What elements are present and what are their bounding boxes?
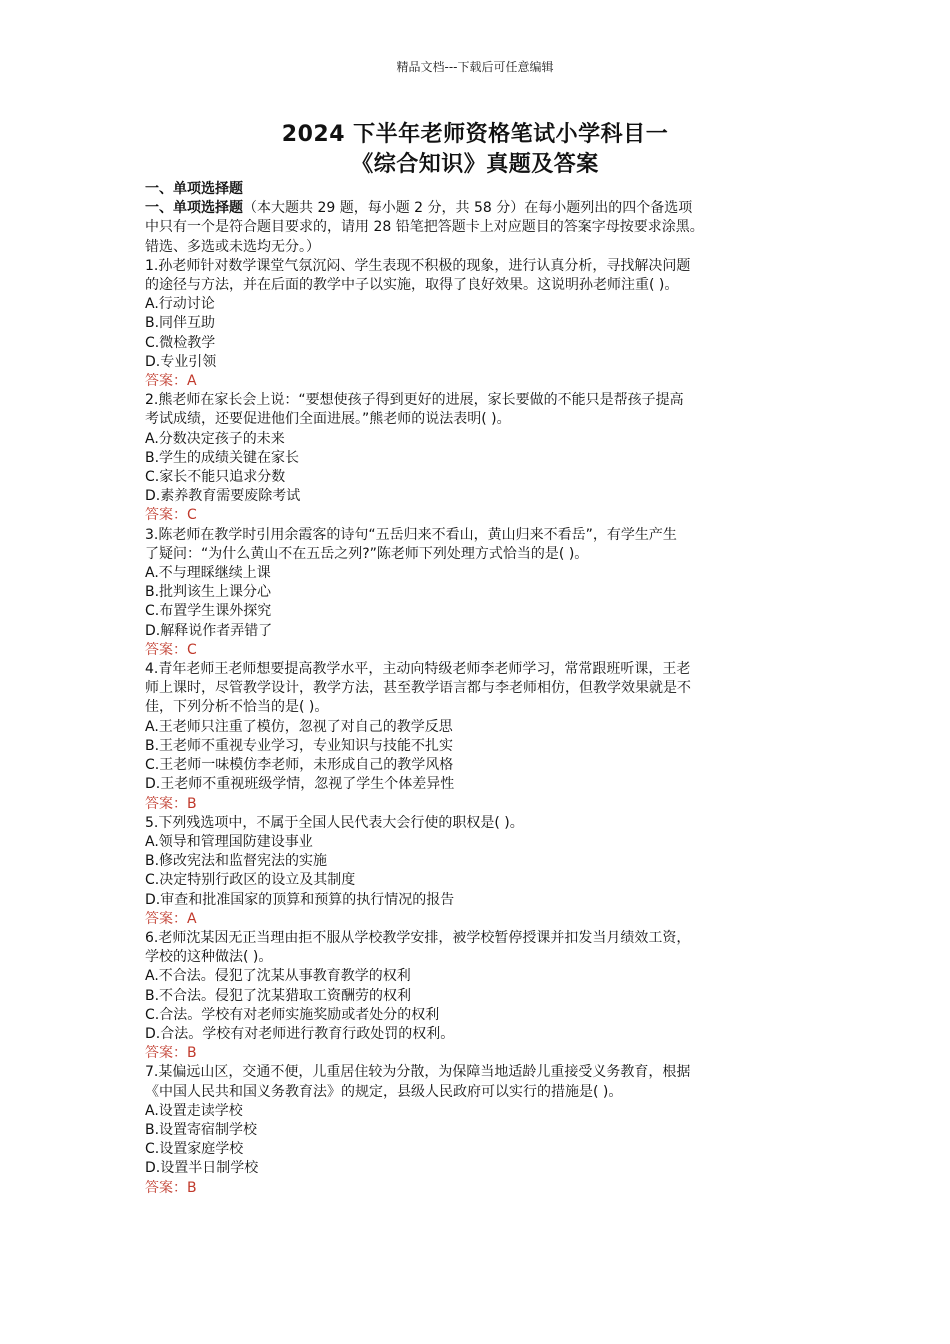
answer-option: B.学生的成绩关键在家长 [145, 449, 300, 466]
question-stem-line: 5.下列残选项中，不属于全国人民代表大会行使的职权是( )。 [145, 814, 524, 831]
answer-option: A.领导和管理国防建设事业 [145, 833, 313, 850]
answer-option: D.专业引领 [145, 353, 217, 370]
question-block [145, 526, 825, 660]
question-stem-line: 考试成绩，还要促进他们全面进展。”熊老师的说法表明( )。 [145, 411, 511, 428]
answer-option: D.审查和批准国家的顶算和预算的执行情况的报告 [145, 891, 455, 908]
answer-key: 答案：B [145, 1179, 197, 1196]
answer-option: B.批判该生上课分心 [145, 584, 272, 601]
answer-option: B.设置寄宿制学校 [145, 1121, 258, 1138]
answer-option: C.决定特别行政区的设立及其制度 [145, 872, 356, 889]
answer-key: 答案：A [145, 910, 197, 927]
instructions-label: 一、单项选择题 [145, 200, 243, 217]
question-stem-line: 《中国人民共和国义务教育法》的规定，县级人民政府可以实行的措施是( )。 [145, 1083, 623, 1100]
question-stem-line: 2.熊老师在家长会上说：“要想使孩子得到更好的进展，家长要做的不能只是帮孩子提高 [145, 392, 684, 409]
question-stem-line: 学校的这种做法( )。 [145, 949, 273, 966]
answer-option: A.行动讨论 [145, 296, 215, 313]
answer-option: D.王老师不重视班级学情，忽视了学生个体差异性 [145, 776, 455, 793]
answer-option: D.素养教育需要废除考试 [145, 488, 301, 505]
question-stem-line: 师上课时，尽管教学设计，教学方法，甚至教学语言都与李老师相仿，但教学效果就是不 [145, 680, 691, 697]
question-stem-line: 佳，下列分析不恰当的是( )。 [145, 699, 329, 716]
answer-option: A.分数决定孩子的未来 [145, 430, 285, 447]
answer-option: B.修改宪法和监督宪法的实施 [145, 853, 328, 870]
question-block [145, 257, 825, 391]
answer-option: C.微检教学 [145, 334, 216, 351]
answer-option: A.设置走读学校 [145, 1102, 243, 1119]
instructions-line3: 错选、多选或未选均无分。） [145, 238, 320, 255]
answer-option: A.王老师只注重了模仿，忽视了对自己的教学反思 [145, 718, 453, 735]
answer-key: 答案：B [145, 795, 197, 812]
header-note: 精品文档---下载后可任意编辑 [396, 60, 554, 74]
answer-option: A.不与理睬继续上课 [145, 565, 271, 582]
instructions-text: （本大题共 29 题，每小题 2 分，共 58 分）在每小题列出的四个备选项 [243, 200, 693, 217]
answer-key: 答案：B [145, 1045, 197, 1062]
answer-option: D.合法。学校有对老师进行教育行政处罚的权利。 [145, 1025, 455, 1042]
answer-option: B.王老师不重视专业学习，专业知识与技能不扎实 [145, 737, 454, 754]
answer-option: C.设置家庭学校 [145, 1141, 244, 1158]
question-stem-line: 4.青年老师王老师想要提高教学水平，主动向特级老师李老师学习，常常跟班听课，王老 [145, 661, 691, 678]
question-stem-line: 3.陈老师在教学时引用余霞客的诗句“五岳归来不看山，黄山归来不看岳”，有学生产生 [145, 526, 677, 543]
question-block [145, 929, 825, 1063]
answer-option: A.不合法。侵犯了沈某从事教育教学的权利 [145, 968, 411, 985]
document-title-line2: 《综合知识》真题及答案 [351, 152, 599, 177]
question-stem-line: 了疑问：“为什么黄山不在五岳之列?”陈老师下列处理方式恰当的是( )。 [145, 545, 589, 562]
answer-key: 答案：C [145, 641, 197, 658]
question-block [145, 814, 825, 929]
question-stem-line: 6.老师沈某因无正当理由拒不服从学校教学安排，被学校暂停授课并扣发当月绩效工资， [145, 929, 691, 946]
document-body [145, 180, 825, 1198]
answer-option: C.王老师一味模仿李老师，未形成自己的教学风格 [145, 757, 454, 774]
answer-option: B.同伴互助 [145, 315, 216, 332]
answer-option: C.布置学生课外探究 [145, 603, 272, 620]
question-list [145, 257, 825, 1198]
instructions-line1 [145, 199, 825, 218]
answer-option: D.设置半日制学校 [145, 1160, 259, 1177]
answer-option: D.解释说作者弄错了 [145, 622, 273, 639]
question-stem-line: 1.孙老师针对数学课堂气氛沉闷、学生表现不积极的现象，进行认真分析，寻找解决问题 [145, 257, 691, 274]
question-block [145, 660, 825, 814]
answer-option: C.家长不能只追求分数 [145, 469, 286, 486]
answer-key: 答案：C [145, 507, 197, 524]
question-stem-line: 7.某偏远山区，交通不便，儿重居住较为分散，为保障当地适龄儿重接受义务教育，根据 [145, 1064, 691, 1081]
question-block [145, 1063, 825, 1197]
answer-option: C.合法。学校有对老师实施奖励或者处分的权利 [145, 1006, 440, 1023]
answer-option: B.不合法。侵犯了沈某猎取工资酬劳的权利 [145, 987, 412, 1004]
question-block [145, 391, 825, 525]
document-title-line1: 2024 下半年老师资格笔试小学科目一 [281, 122, 669, 147]
instructions-line2: 中只有一个是符合题目要求的，请用 28 铅笔把答题卡上对应题目的答案字母按要求涂黑。 [145, 219, 704, 236]
answer-key: 答案：A [145, 373, 197, 390]
question-stem-line: 的途径与方法，并在后面的教学中子以实施，取得了良好效果。这说明孙老师注重( )。 [145, 277, 679, 294]
section-heading: 一、单项选择题 [145, 181, 243, 197]
